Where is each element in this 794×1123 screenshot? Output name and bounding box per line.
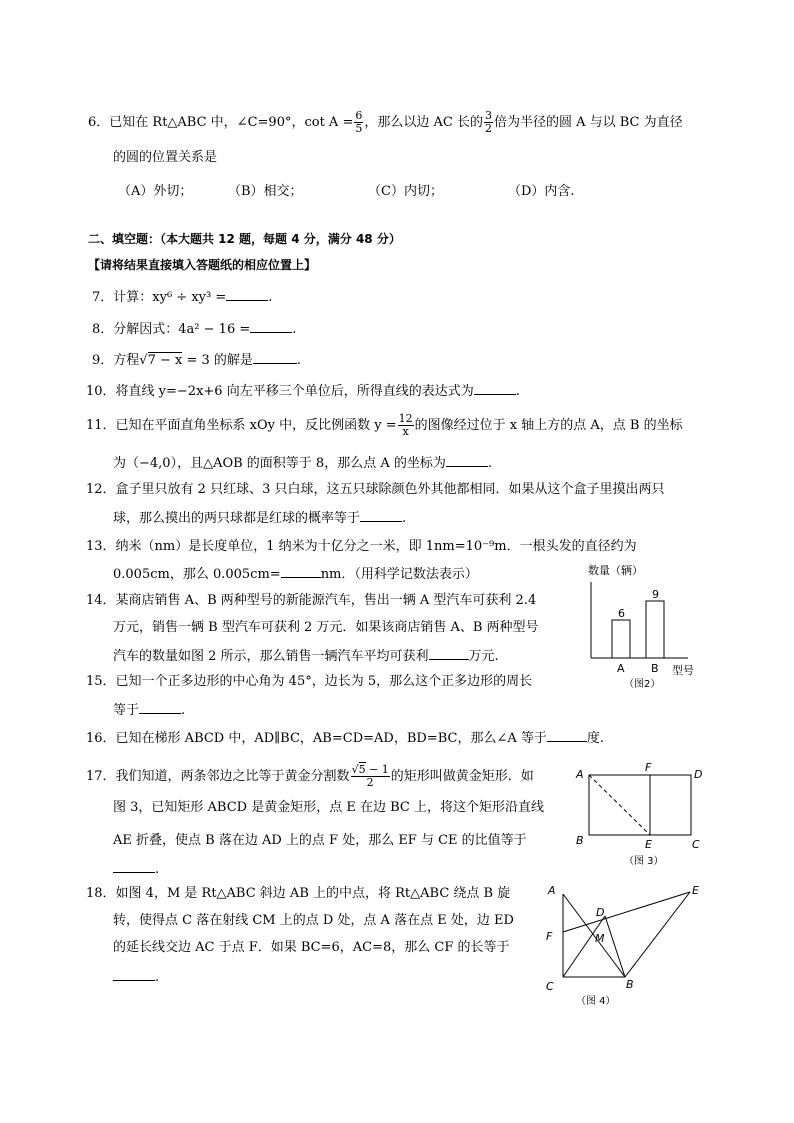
label-e: E <box>692 884 699 897</box>
bar-value-label: 9 <box>652 588 659 601</box>
answer-blank <box>446 452 488 467</box>
answer-blank <box>360 507 402 522</box>
q17-golden-ratio-fraction: $\frac{√5 - 1}{2}$ <box>351 763 389 789</box>
label-b: B <box>626 978 634 991</box>
label-f: F <box>645 761 652 774</box>
segment-fe <box>563 892 690 932</box>
q6-line2: 的圆的位置关系是 <box>113 150 218 165</box>
segment-ab <box>563 894 625 977</box>
q12-line2: 球，那么摸出的两只球都是红球的概率等于 . <box>113 507 406 529</box>
question-10: 10．将直线 y=−2x+6 向左平移三个单位后，所得直线的表达式为 . <box>86 380 520 402</box>
q18-line1: 18．如图 4，M 是 Rt△ABC 斜边 AB 上的中点，将 Rt△ABC 绕点 B 旋 <box>86 886 511 901</box>
category-tick-label: B <box>651 662 659 675</box>
q6-option-b: （B）相交； <box>228 184 303 199</box>
bar-value-label: 6 <box>618 607 625 620</box>
answer-blank <box>281 563 321 578</box>
rectangle-abcd <box>589 775 691 835</box>
answer-blank <box>474 380 516 395</box>
q15-line2: 等于 . <box>113 699 185 721</box>
q13-line2: 0.005cm，那么 0.005cm= nm．（用科学记数法表示） <box>113 563 478 585</box>
answer-blank <box>429 645 469 660</box>
answer-blank <box>253 349 297 364</box>
answer-blank <box>139 699 181 714</box>
chart-caption: （图2） <box>624 679 661 690</box>
label-f: F <box>546 930 553 943</box>
answer-blank <box>226 286 268 301</box>
question-16: 16．已知在梯形 ABCD 中，AD∥BC，AB=CD=AD，BD=BC，那么∠A 等于 度. <box>86 727 604 749</box>
label-a: A <box>548 884 556 897</box>
answer-blank <box>113 858 155 873</box>
q6-line1: 6．已知在 Rt△ABC 中，∠C=90°，cot A = $\frac{6}{5}$ ，那么以边 AC 长的 $\frac{3}{2}$ 倍为半径的圆 A 与以 BC 为直径 <box>88 109 683 135</box>
q11-fraction: $\frac{12}{x}$ <box>398 412 413 438</box>
answer-blank <box>250 318 292 333</box>
q6-fraction-ratio: $\frac{3}{2}$ <box>484 109 492 135</box>
label-a: A <box>576 768 584 781</box>
label-c: C <box>692 838 700 851</box>
figure-4-rotation <box>540 880 710 1010</box>
label-c: C <box>546 980 554 993</box>
q17-line4: . <box>113 858 159 880</box>
segment-be <box>625 892 690 977</box>
q17-line2: 图 3，已知矩形 ABCD 是黄金矩形，点 E 在边 BC 上，将这个矩形沿直线 <box>113 800 544 815</box>
q12-line1: 12．盒子里只放有 2 只红球、3 只白球，这五只球除颜色外其他都相同．如果从这个盒子里摸出两只 <box>86 482 665 497</box>
category-tick-label: A <box>617 662 625 675</box>
label-b: B <box>576 834 584 847</box>
q18-line3: 的延长线交边 AC 于点 F．如果 BC=6，AC=8，那么 CF 的长等于 <box>113 940 510 955</box>
q15-line1: 15．已知一个正多边形的中心角为 45°，边长为 5，那么这个正多边形的周长 <box>86 674 533 689</box>
bar-a <box>612 620 630 658</box>
radicand: 7 − x <box>147 353 183 368</box>
q14-line3: 汽车的数量如图 2 所示，那么销售一辆汽车平均可获利 万元. <box>113 645 499 667</box>
q6-option-d: （D）内含. <box>508 184 575 199</box>
q6-fraction-cot: $\frac{6}{5}$ <box>355 109 363 135</box>
answer-blank <box>547 727 587 742</box>
answer-blank <box>113 966 155 981</box>
question-7: 7．计算：xy⁶ ÷ xy³ = . <box>92 286 272 308</box>
q6-option-c: （C）内切； <box>368 184 443 199</box>
segment-db <box>605 916 625 977</box>
question-9: 9．方程√7 − x = 3 的解是 . <box>92 349 301 371</box>
figure-3-golden-rectangle <box>572 760 712 870</box>
section-heading: 二、填空题：（本大题共 12 题，每题 4 分，满分 48 分） <box>88 232 401 246</box>
label-d: D <box>596 906 605 919</box>
q17-line3: AE 折叠，使点 B 落在边 AD 上的点 F 处，那么 EF 与 CE 的比值等于 <box>113 833 527 848</box>
section-note: 【请将结果直接填入答题纸的相应位置上】 <box>88 258 317 272</box>
q13-line1: 13．纳米（nm）是长度单位，1 纳米为十亿分之一米，即 1nm=10⁻⁹m．一根头发的直径约为 <box>86 539 637 554</box>
q18-line4: . <box>113 966 159 988</box>
figure-3-caption: （图 3） <box>624 856 664 867</box>
figure-4-caption: （图 4） <box>576 996 616 1007</box>
sqrt-symbol: √ <box>139 353 148 368</box>
fold-line-ae <box>589 775 650 835</box>
chart-xlabel: 型号 <box>672 664 694 677</box>
q14-line1: 14．某商店销售 A、B 两种型号的新能源汽车，售出一辆 A 型汽车可获利 2.4 <box>86 593 537 608</box>
chart-ylabel: 数量（辆） <box>588 564 643 577</box>
label-e: E <box>645 838 652 851</box>
bar-b <box>646 601 664 658</box>
q11-line1: 11．已知在平面直角坐标系 xOy 中，反比例函数 y = $\frac{12}{x}$ 的图像经过位于 x 轴上方的点 A，点 B 的坐标 <box>86 412 683 438</box>
q18-line2: 转，使得点 C 落在射线 CM 上的点 D 处，点 A 落在点 E 处，边 ED <box>113 913 514 928</box>
q6-option-a: （A）外切； <box>118 184 193 199</box>
q17-line1: 17．我们知道，两条邻边之比等于黄金分割数 $\frac{√5 - 1}{2}$ 的矩形叫做黄金矩形．如 <box>86 763 534 789</box>
q14-line2: 万元，销售一辆 B 型汽车可获利 2 万元．如果该商店销售 A、B 两种型号 <box>113 620 539 635</box>
label-d: D <box>694 768 703 781</box>
label-m: M <box>595 932 605 945</box>
question-8: 8．分解因式：4a² − 16 = . <box>92 318 296 340</box>
bar-chart-figure-2 <box>580 560 720 690</box>
q11-line2: 为（−4,0），且△AOB 的面积等于 8，那么点 A 的坐标为 . <box>113 452 492 474</box>
